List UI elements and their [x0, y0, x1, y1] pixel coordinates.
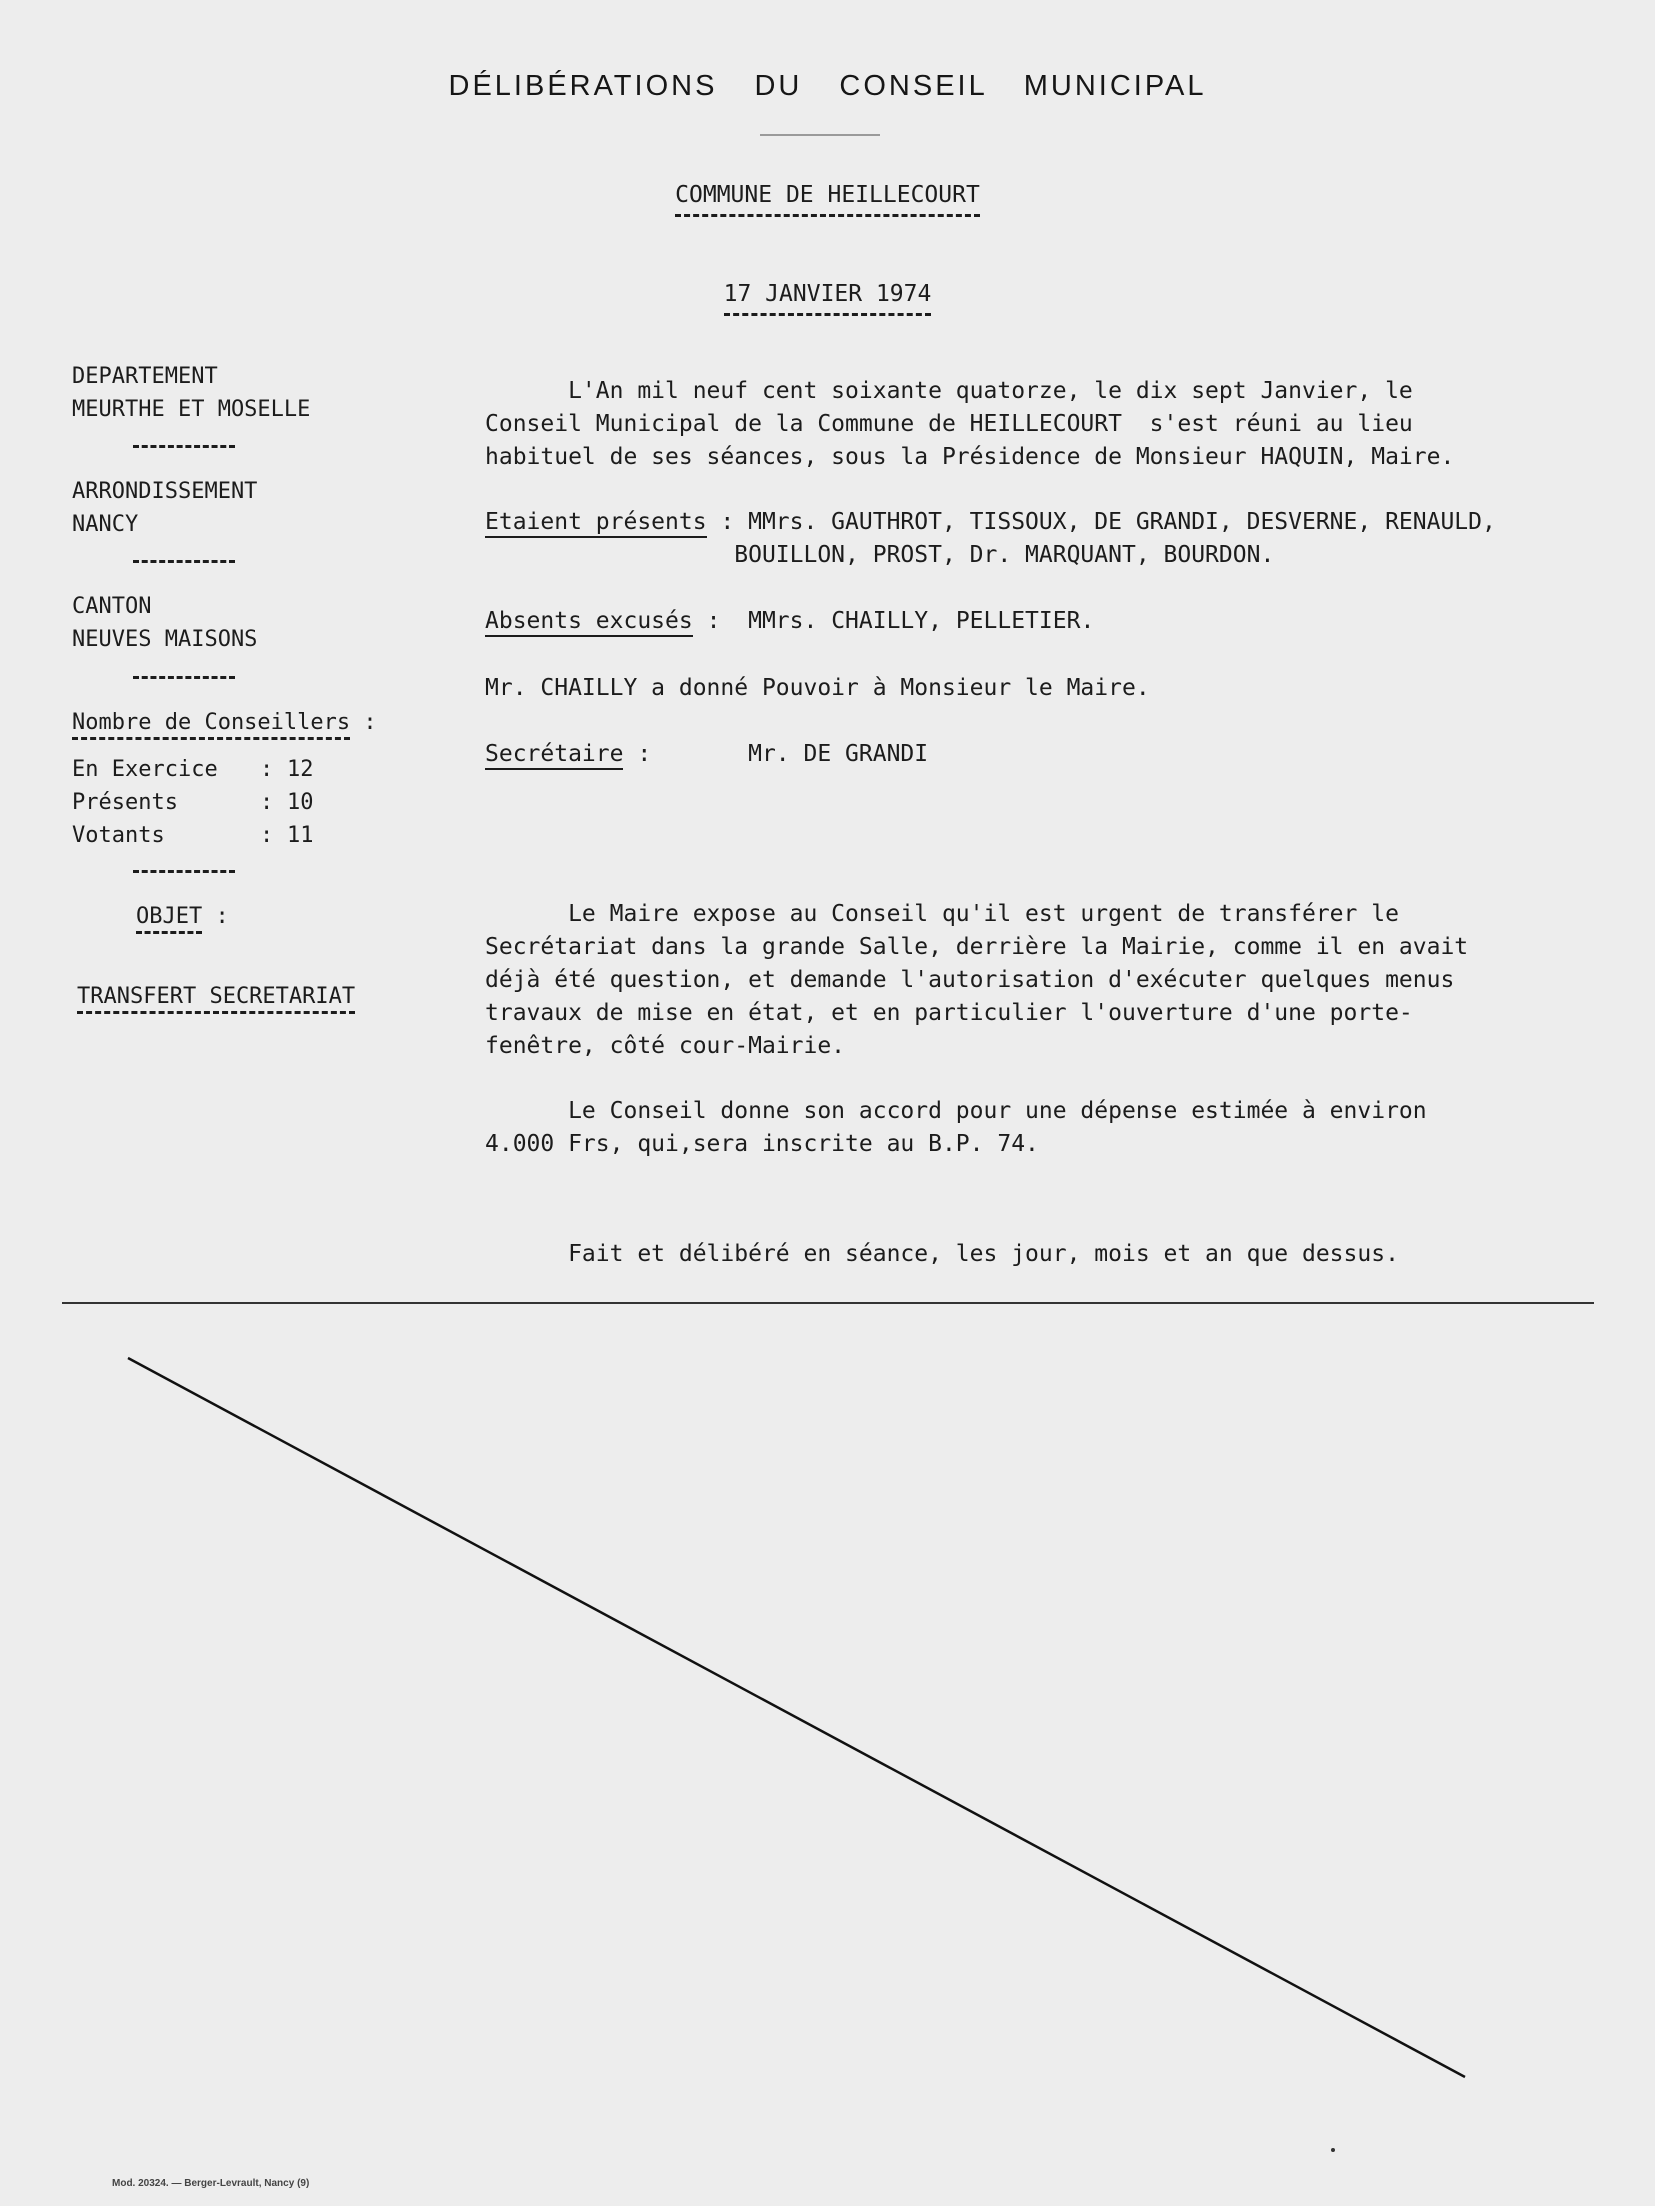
presents-count-label: Présents — [72, 790, 178, 815]
meeting-date: 17 JANVIER 1974 — [724, 281, 932, 316]
expose-line: Secrétariat dans la grande Salle, derrière la Mairie, comme il en avait — [485, 934, 1469, 960]
accord-line: 4.000 Frs, qui,sera inscrite au B.P. 74. — [485, 1131, 1039, 1157]
printer-mark: Mod. 20324. — Berger-Levrault, Nancy (9) — [112, 2178, 310, 2189]
colon: : — [215, 904, 229, 929]
conseillers-label: Nombre de Conseillers — [72, 710, 350, 740]
presents-names-continued: BOUILLON, PROST, Dr. MARQUANT, BOURDON. — [485, 542, 1275, 568]
intro-line: Conseil Municipal de la Commune de HEILLECOURT s'est réuni au lieu — [485, 411, 1413, 437]
presents-label: Etaient présents — [485, 509, 707, 538]
presents-names: : MMrs. GAUTHROT, TISSOUX, DE GRANDI, DESVERNE, RENAULD, — [706, 509, 1496, 535]
closing-line: Fait et délibéré en séance, les jour, mois et an que dessus. — [485, 1241, 1399, 1267]
expose-line: fenêtre, côté cour-Mairie. — [485, 1033, 846, 1059]
presents-count-value: 10 — [287, 790, 314, 815]
arrondissement-value: NANCY — [72, 512, 139, 537]
departement-label: DEPARTEMENT — [72, 364, 218, 389]
secretaire-name: : Mr. DE GRANDI — [623, 741, 929, 767]
ink-speck — [1331, 2148, 1335, 2152]
exercice-label: En Exercice — [72, 757, 218, 782]
expose-line: Le Maire expose au Conseil qu'il est urgent de transférer le — [485, 901, 1399, 927]
canton-label: CANTON — [72, 594, 152, 619]
objet-text: TRANSFERT SECRETARIAT — [77, 984, 355, 1014]
colon: : — [363, 710, 377, 735]
intro-line: L'An mil neuf cent soixante quatorze, le dix sept Janvier, le — [485, 378, 1413, 404]
votants-value: 11 — [287, 823, 314, 848]
exercice-value: 12 — [287, 757, 314, 782]
expose-line: travaux de mise en état, et en particulier l'ouverture d'une porte- — [485, 1000, 1413, 1026]
commune-name: COMMUNE DE HEILLECOURT — [675, 182, 980, 217]
absents-label: Absents excusés — [485, 608, 693, 637]
colon: : — [260, 757, 274, 782]
pouvoir-line: Mr. CHAILLY a donné Pouvoir à Monsieur le Maire. — [485, 675, 1150, 701]
accord-line: Le Conseil donne son accord pour une dépense estimée à environ — [485, 1098, 1427, 1124]
votants-label: Votants — [72, 823, 165, 848]
objet-label: OBJET — [136, 904, 202, 934]
colon: : — [260, 790, 274, 815]
intro-line: habituel de ses séances, sous la Présidence de Monsieur HAQUIN, Maire. — [485, 444, 1455, 470]
diagonal-line — [128, 1358, 1465, 2077]
departement-value: MEURTHE ET MOSELLE — [72, 397, 311, 422]
document-title: DÉLIBÉRATIONS DU CONSEIL MUNICIPAL — [448, 70, 1207, 102]
arrondissement-label: ARRONDISSEMENT — [72, 479, 258, 504]
canton-value: NEUVES MAISONS — [72, 627, 258, 652]
expose-line: déjà été question, et demande l'autorisation d'exécuter quelques menus — [485, 967, 1455, 993]
secretaire-label: Secrétaire — [485, 741, 623, 770]
absents-names: : MMrs. CHAILLY, PELLETIER. — [692, 608, 1095, 634]
colon: : — [260, 823, 274, 848]
